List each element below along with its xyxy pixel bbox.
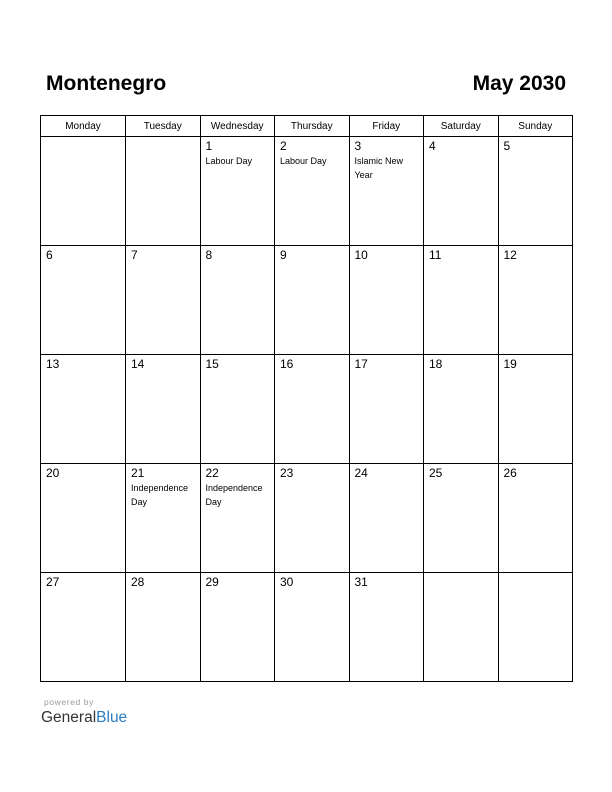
day-number: 29	[205, 575, 219, 589]
day-cell	[275, 573, 350, 682]
holiday-label: Islamic New Year	[354, 156, 404, 180]
day-cell	[424, 464, 499, 573]
day-cell	[200, 137, 275, 246]
brand-general-text: General	[41, 709, 97, 726]
calendar-grid	[40, 115, 573, 682]
day-number: 17	[354, 357, 368, 371]
day-cell	[424, 573, 499, 682]
day-cell	[41, 464, 126, 573]
powered-by-text: powered by	[44, 697, 94, 707]
day-cell	[349, 355, 424, 464]
day-number: 15	[205, 357, 219, 371]
day-cell	[126, 246, 201, 355]
day-cell	[349, 137, 424, 246]
day-number: 6	[46, 248, 53, 262]
day-cell	[349, 246, 424, 355]
day-cell	[424, 246, 499, 355]
day-number: 18	[429, 357, 443, 371]
day-number: 19	[503, 357, 517, 371]
holiday-label: Independence Day	[131, 483, 189, 507]
day-cell	[200, 464, 275, 573]
day-cell	[498, 137, 573, 246]
brand-blue-text: Blue	[96, 709, 128, 726]
week-row	[41, 246, 573, 355]
day-cell	[41, 355, 126, 464]
day-number: 13	[46, 357, 60, 371]
day-number: 12	[503, 248, 517, 262]
day-cell	[275, 246, 350, 355]
holiday-label: Labour Day	[280, 156, 327, 166]
weekday-header: Wednesday	[200, 116, 275, 137]
weekday-header: Sunday	[498, 116, 573, 137]
week-row	[41, 464, 573, 573]
day-cell	[424, 137, 499, 246]
day-cell	[498, 464, 573, 573]
weekday-header: Tuesday	[126, 116, 201, 137]
day-cell	[498, 355, 573, 464]
day-number: 24	[354, 466, 368, 480]
day-number: 22	[205, 466, 219, 480]
month-year-title: May 2030	[472, 72, 566, 95]
holiday-label: Labour Day	[205, 156, 253, 166]
day-cell	[349, 464, 424, 573]
day-cell	[275, 464, 350, 573]
day-cell	[200, 573, 275, 682]
day-number: 23	[280, 466, 294, 480]
weekday-header: Monday	[41, 116, 126, 137]
day-number: 20	[46, 466, 60, 480]
day-number: 4	[429, 139, 436, 153]
day-number: 28	[131, 575, 145, 589]
day-number: 14	[131, 357, 145, 371]
day-number: 26	[503, 466, 517, 480]
generalblue-logo[interactable]	[41, 709, 127, 727]
weekday-header: Thursday	[275, 116, 350, 137]
day-number: 25	[429, 466, 443, 480]
day-number: 8	[205, 248, 213, 262]
weekday-header: Saturday	[424, 116, 499, 137]
week-row	[41, 355, 573, 464]
day-cell	[126, 355, 201, 464]
weekday-header: Friday	[349, 116, 424, 137]
day-number: 2	[280, 139, 287, 153]
day-number: 9	[280, 248, 287, 262]
day-number: 5	[503, 139, 511, 153]
weekday-header-row	[41, 116, 573, 137]
country-title: Montenegro	[46, 72, 167, 95]
week-row	[41, 137, 573, 246]
day-cell	[126, 573, 201, 682]
day-cell	[126, 137, 201, 246]
day-cell	[498, 573, 573, 682]
day-number: 10	[354, 248, 368, 262]
day-cell	[275, 137, 350, 246]
day-number: 3	[354, 139, 362, 153]
day-cell	[200, 355, 275, 464]
day-number: 7	[131, 248, 138, 262]
day-number: 27	[46, 575, 60, 589]
day-cell	[424, 355, 499, 464]
day-number: 16	[280, 357, 294, 371]
day-cell	[126, 464, 201, 573]
day-cell	[275, 355, 350, 464]
holiday-label: Independence Day	[205, 483, 263, 507]
day-number: 31	[354, 575, 368, 589]
day-number: 1	[205, 139, 213, 153]
day-number: 21	[131, 466, 145, 480]
day-number: 30	[280, 575, 294, 589]
day-cell	[200, 246, 275, 355]
day-cell	[498, 246, 573, 355]
day-cell	[41, 246, 126, 355]
day-cell	[41, 137, 126, 246]
day-number: 11	[429, 248, 442, 262]
week-row	[41, 573, 573, 682]
day-cell	[349, 573, 424, 682]
day-cell	[41, 573, 126, 682]
